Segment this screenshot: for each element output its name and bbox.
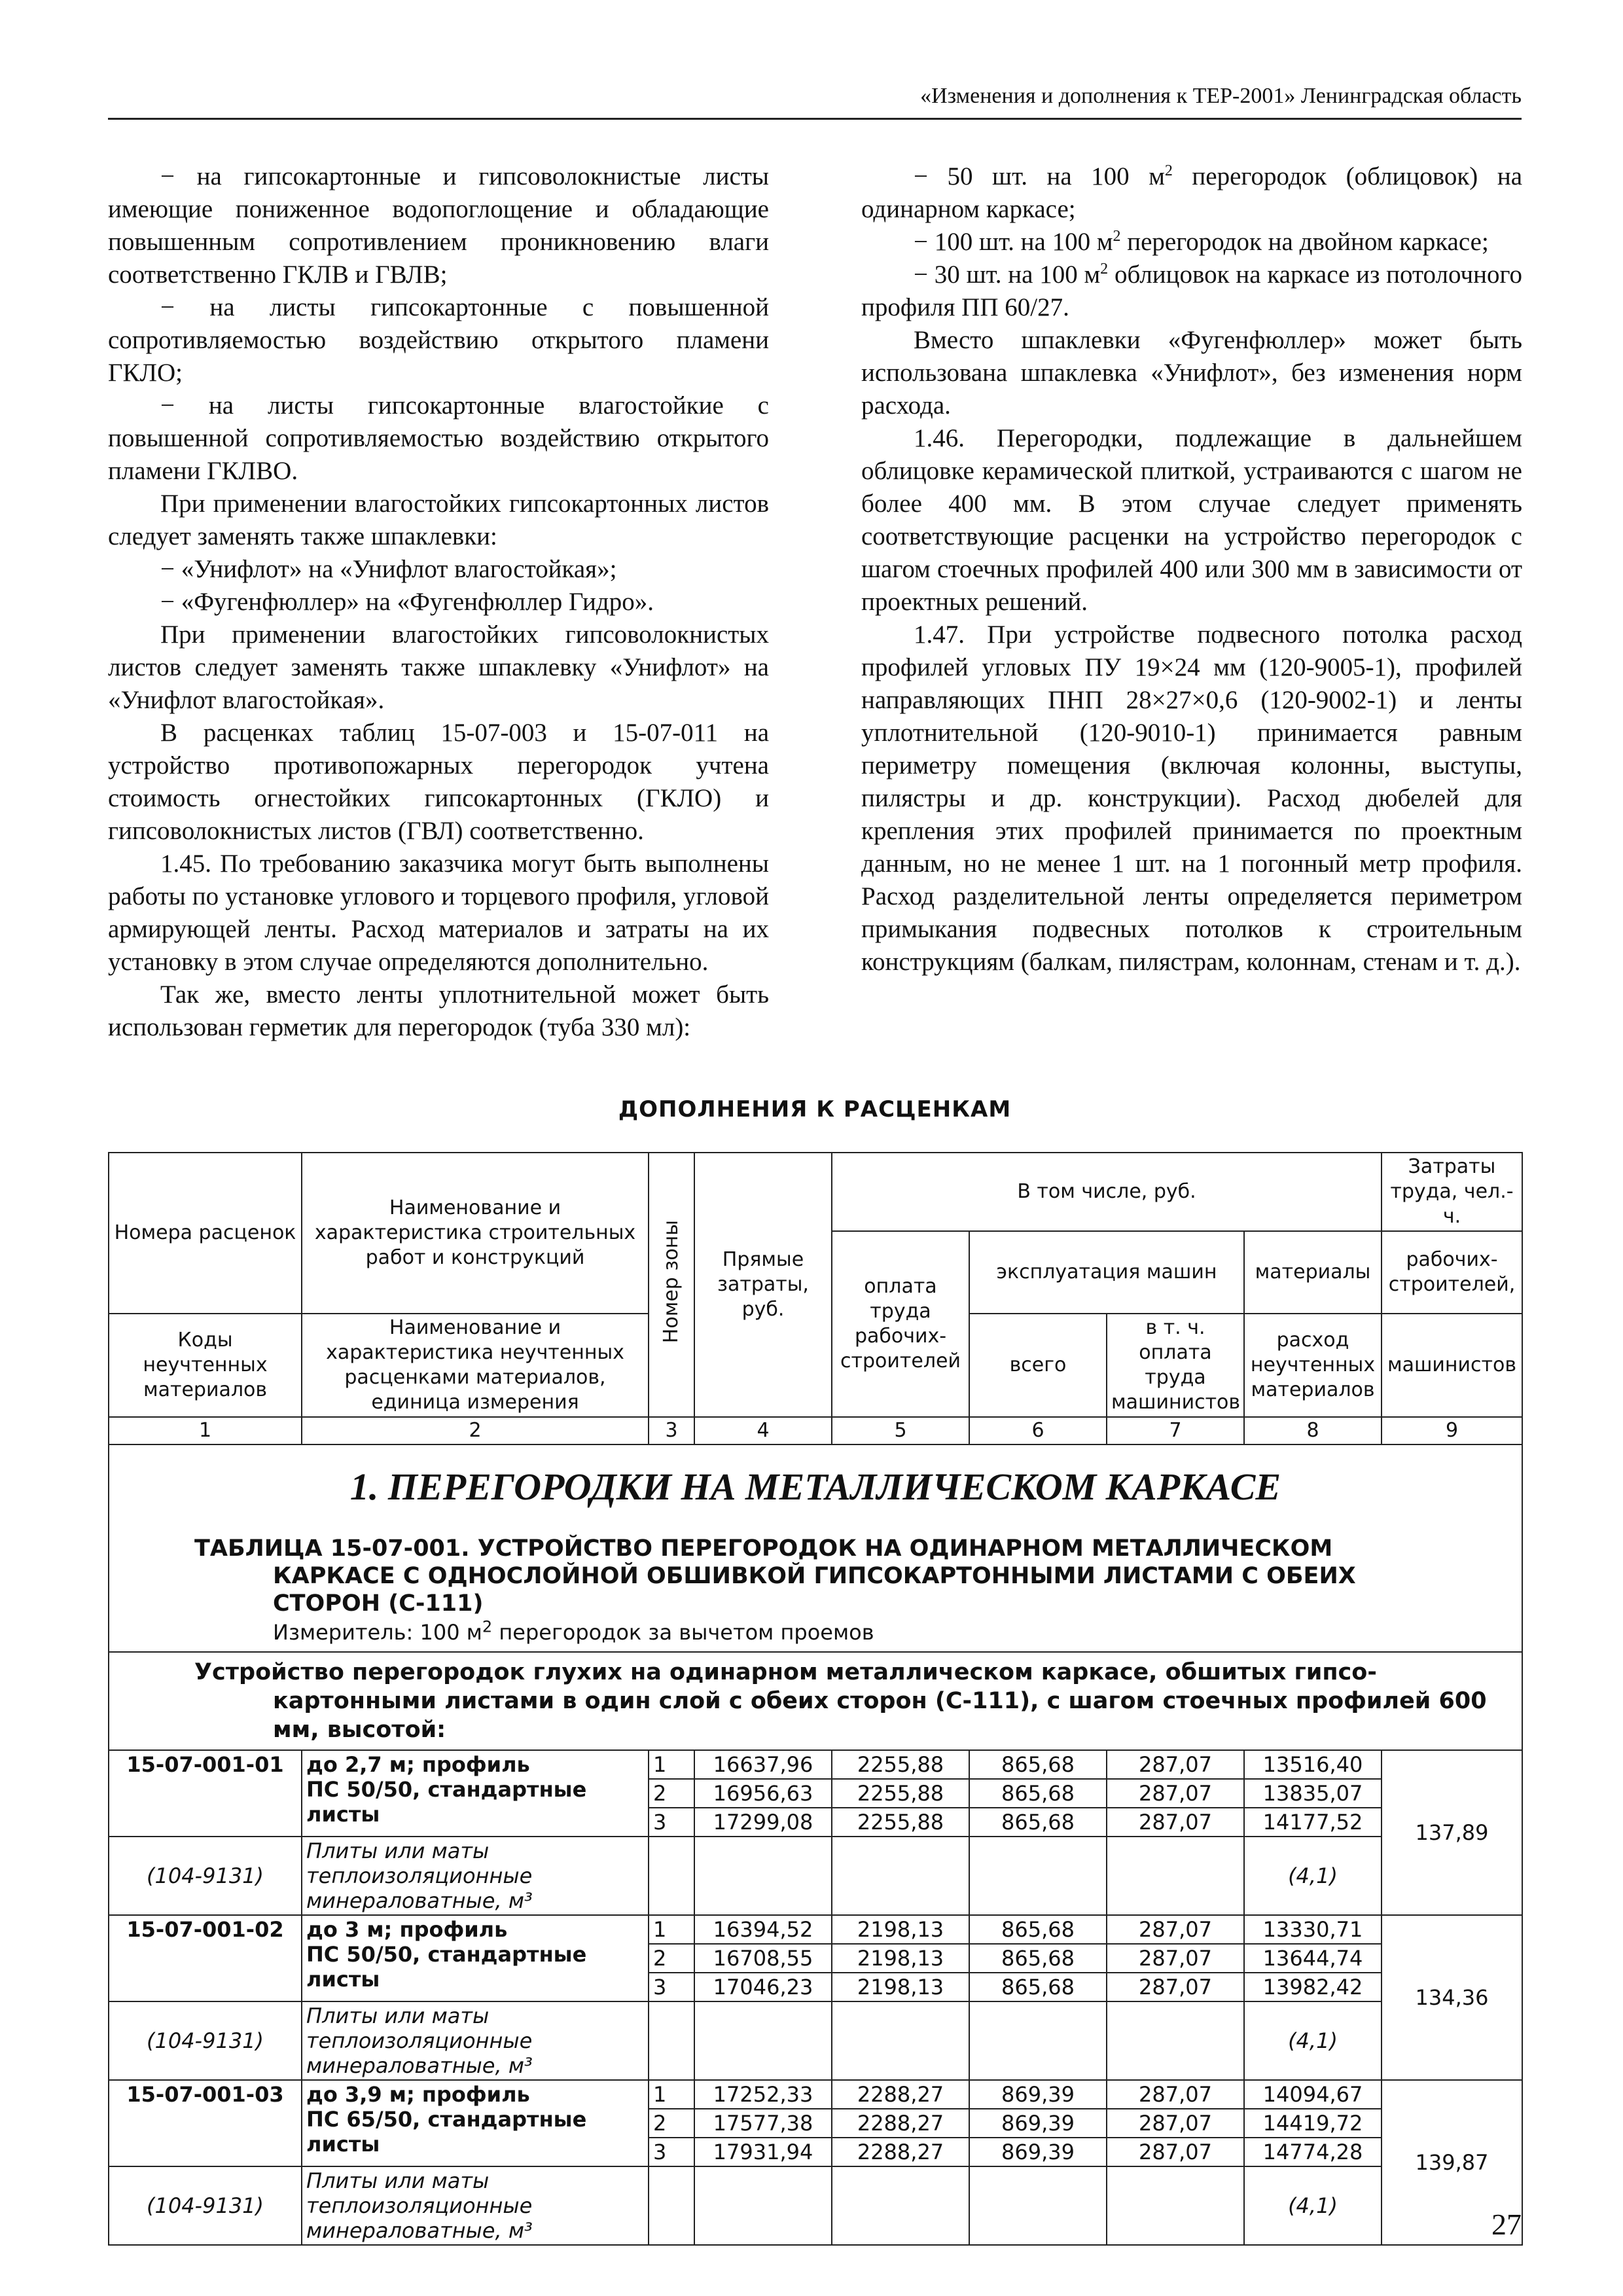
direct-costs: 17931,94 [694, 2138, 832, 2166]
rate-code: 15-07-001-02 [109, 1915, 302, 2001]
wage: 2288,27 [832, 2080, 969, 2109]
rate-name-line: ПС 50/50, стандартные листы [306, 1942, 587, 1992]
rate-name-line: до 3 м; профиль [306, 1917, 508, 1942]
materials: 14177,52 [1244, 1808, 1382, 1837]
col-header-material-codes: Коды неучтенных материалов [109, 1314, 302, 1417]
wage: 2255,88 [832, 1750, 969, 1779]
col-header-work-name: Наименование и характеристика строительных работ и конструкций [302, 1153, 649, 1314]
machine-operators-wage: 287,07 [1107, 1944, 1244, 1973]
rates-table [108, 1152, 1522, 2246]
wage: 2198,13 [832, 1915, 969, 1944]
direct-costs: 16708,55 [694, 1944, 832, 1973]
subheading-line: Устройство перегородок глухих на одинарном металлическом каркасе, обшитых гипсо- [194, 1659, 1377, 1685]
paragraph: 1.46. Перегородки, подлежащие в дальнейшем облицовке керамической плиткой, устраиваются с шагом не более 400 мм. В этом случае следует применять соответствующие расценки на устройство перегородок с шагом стоечных профилей 400 или 300 мм в зависимости от проектных решений. [861, 424, 1522, 616]
col-header-direct-costs: Прямые затраты, руб. [694, 1153, 832, 1417]
materials: 13644,74 [1244, 1944, 1382, 1973]
table-title [194, 1535, 1469, 1617]
rate-code: 15-07-001-01 [109, 1750, 302, 1837]
column-number: 4 [694, 1417, 832, 1444]
empty-cell [969, 2166, 1107, 2245]
wage: 2198,13 [832, 1944, 969, 1973]
text-run: − 50 шт. на 100 м [914, 162, 1165, 190]
table-row [109, 1915, 1522, 1944]
material-row [109, 1837, 1522, 1915]
superscript: 2 [1113, 228, 1121, 245]
text-run: − 30 шт. на 100 м [914, 260, 1101, 289]
paragraph: − на гипсокартонные и гипсоволокнистые листы имеющие пониженное водопоглощение и обладающие повышенным сопротивлением проникновению влаги соответственно ГКЛВ и ГВЛВ; [108, 162, 769, 289]
labor-costs: 134,36 [1382, 1915, 1522, 2080]
materials: 14419,72 [1244, 2109, 1382, 2138]
wage: 2288,27 [832, 2109, 969, 2138]
superscript: 2 [482, 1617, 493, 1636]
col-header-including: В том числе, руб. [832, 1153, 1382, 1231]
zone-number: 1 [649, 2080, 694, 2109]
material-name: Плиты или маты теплоизоляционные минераловатные, м³ [302, 2166, 649, 2245]
rate-name-line: ПС 50/50, стандартные листы [306, 1777, 587, 1827]
col-header-zone [649, 1153, 694, 1417]
labor-costs: 139,87 [1382, 2080, 1522, 2245]
machines-total: 865,68 [969, 1944, 1107, 1973]
labor-costs: 137,89 [1382, 1750, 1522, 1915]
paragraph: 1.45. По требованию заказчика могут быть выполнены работы по установке углового и торцевого профиля, угловой армирующей ленты. Расход материалов и затраты на их установку в этом случае определяются дополнительно. [108, 850, 769, 976]
col-header-machines-total: всего [969, 1314, 1107, 1417]
table-row [109, 2080, 1522, 2109]
empty-cell [832, 2001, 969, 2080]
rate-name [302, 2080, 649, 2166]
paragraph: При применении влагостойких гипсокартонных листов следует заменять также шпаклевки: [108, 490, 769, 550]
machine-operators-wage: 287,07 [1107, 2138, 1244, 2166]
empty-cell [649, 2166, 694, 2245]
col-header-labor-workers: рабочих-строителей, [1382, 1231, 1522, 1314]
material-row [109, 2001, 1522, 2080]
direct-costs: 16394,52 [694, 1915, 832, 1944]
material-quantity: (4,1) [1244, 2001, 1382, 2080]
paragraph: − на листы гипсокартонные с повышенной сопротивляемостью воздействию открытого пламени ГКЛО; [108, 293, 769, 387]
superscript: 2 [1164, 162, 1173, 179]
col-header-machine-operators-wage: в т. ч. оплата труда машинистов [1107, 1314, 1244, 1417]
running-header: «Изменения и дополнения к ТЕР-2001» Ленинградская область [920, 84, 1522, 108]
col-header-labor-operators: машинистов [1382, 1314, 1522, 1417]
materials: 13835,07 [1244, 1779, 1382, 1808]
zone-number: 3 [649, 1973, 694, 2001]
empty-cell [694, 2166, 832, 2245]
material-row [109, 2166, 1522, 2245]
paragraph [861, 259, 1522, 324]
material-code: (104-9131) [109, 2001, 302, 2080]
table-title-line: ТАБЛИЦА 15-07-001. УСТРОЙСТВО ПЕРЕГОРОДОК НА ОДИНАРНОМ МЕТАЛЛИЧЕСКОМ [194, 1535, 1333, 1562]
paragraph: − «Фугенфюллер» на «Фугенфюллер Гидро». [160, 588, 654, 616]
rate-name-line: ПС 65/50, стандартные листы [306, 2107, 587, 2157]
page-number: 27 [1491, 2208, 1522, 2241]
text-run: перегородок за вычетом проемов [492, 1620, 874, 1645]
material-code: (104-9131) [109, 2166, 302, 2245]
direct-costs: 17577,38 [694, 2109, 832, 2138]
zone-label: Номер зоны [660, 1219, 683, 1344]
column-number: 1 [109, 1417, 302, 1444]
subheading-row [109, 1652, 1522, 1750]
zone-number: 1 [649, 1915, 694, 1944]
machines-total: 869,39 [969, 2138, 1107, 2166]
empty-cell [649, 2001, 694, 2080]
col-header-material-names: Наименование и характеристика неучтенных расценками материалов, единица измерения [302, 1314, 649, 1417]
header-row [109, 1153, 1522, 1231]
column-number: 2 [302, 1417, 649, 1444]
empty-cell [969, 1837, 1107, 1915]
wage: 2255,88 [832, 1779, 969, 1808]
text-run: перегородок (облицовок) на одинарном каркасе; [861, 162, 1523, 223]
col-header-material-consumption: расход неучтенных материалов [1244, 1314, 1382, 1417]
wage: 2255,88 [832, 1808, 969, 1837]
empty-cell [832, 2166, 969, 2245]
direct-costs: 17046,23 [694, 1973, 832, 2001]
direct-costs: 17299,08 [694, 1808, 832, 1837]
right-text-column [861, 160, 1522, 978]
rate-code: 15-07-001-03 [109, 2080, 302, 2166]
chapter-cell [109, 1444, 1522, 1652]
paragraph [861, 160, 1522, 226]
machine-operators-wage: 287,07 [1107, 1973, 1244, 2001]
paragraph: − на листы гипсокартонные влагостойкие с повышенной сопротивляемостью воздействию открытого пламени ГКЛВО. [108, 391, 769, 485]
materials: 14094,67 [1244, 2080, 1382, 2109]
materials: 13982,42 [1244, 1973, 1382, 2001]
machines-total: 865,68 [969, 1779, 1107, 1808]
material-quantity: (4,1) [1244, 2166, 1382, 2245]
column-number: 3 [649, 1417, 694, 1444]
machine-operators-wage: 287,07 [1107, 2109, 1244, 2138]
machines-total: 865,68 [969, 1973, 1107, 2001]
chapter-row [109, 1444, 1522, 1652]
materials: 14774,28 [1244, 2138, 1382, 2166]
paragraph: 1.47. При устройстве подвесного потолка расход профилей угловых ПУ 19×24 мм (120-9005-1), профилей направляющих ПНП 28×27×0,6 (120-9002-1) и ленты уплотнительной (120-9010-1) принимается равным периметру помещения (включая колонны, выступы, пилястры и др. конструкции). Расход дюбелей для крепления этих профилей принимается по проектным данным, но не менее 1 шт. на 1 погонный метр профиля. Расход разделительной ленты определяется периметром примыкания подвесных потолков к строительным конструкциям (балкам, пилястрам, колоннам, стенам и т. д.). [861, 620, 1522, 976]
measure-unit [273, 1617, 1522, 1645]
text-run: облицовок на каркасе из потолочного профиля ПП 60/27. [861, 260, 1522, 321]
text-run: Измеритель: 100 м [273, 1620, 482, 1645]
col-header-wage: оплата труда рабочих-строителей [832, 1231, 969, 1417]
direct-costs: 17252,33 [694, 2080, 832, 2109]
rate-name [302, 1750, 649, 1837]
zone-number: 2 [649, 2109, 694, 2138]
empty-cell [649, 1837, 694, 1915]
machines-total: 865,68 [969, 1750, 1107, 1779]
subheading-cell [109, 1652, 1522, 1750]
machine-operators-wage: 287,07 [1107, 2080, 1244, 2109]
col-header-materials: материалы [1244, 1231, 1382, 1314]
material-quantity: (4,1) [1244, 1837, 1382, 1915]
materials: 13330,71 [1244, 1915, 1382, 1944]
column-number: 6 [969, 1417, 1107, 1444]
rate-name [302, 1915, 649, 2001]
column-number-row [109, 1417, 1522, 1444]
column-number: 8 [1244, 1417, 1382, 1444]
wage: 2198,13 [832, 1973, 969, 2001]
superscript: 2 [1100, 260, 1109, 278]
zone-number: 2 [649, 1779, 694, 1808]
wage: 2288,27 [832, 2138, 969, 2166]
direct-costs: 16637,96 [694, 1750, 832, 1779]
empty-cell [832, 1837, 969, 1915]
paragraph: При применении влагостойких гипсоволокнистых листов следует заменять также шпаклевку «Унифлот» на «Унифлот влагостойкая». [108, 620, 769, 714]
column-number: 5 [832, 1417, 969, 1444]
col-header-labor: Затраты труда, чел.-ч. [1382, 1153, 1522, 1231]
left-text-column [108, 160, 769, 1044]
zone-number: 3 [649, 2138, 694, 2166]
empty-cell [1107, 1837, 1244, 1915]
column-number: 7 [1107, 1417, 1244, 1444]
subheading-line: картонными листами в один слой с обеих сторон (С-111), с шагом стоечных профилей 600 мм, высотой: [273, 1688, 1487, 1743]
zone-number: 2 [649, 1944, 694, 1973]
rate-name-line: до 3,9 м; профиль [306, 2082, 530, 2107]
empty-cell [1107, 2001, 1244, 2080]
header-rule [108, 118, 1522, 120]
column-number: 9 [1382, 1417, 1522, 1444]
section-title: ДОПОЛНЕНИЯ К РАСЦЕНКАМ [618, 1096, 1012, 1122]
zone-number: 1 [649, 1750, 694, 1779]
material-code: (104-9131) [109, 1837, 302, 1915]
paragraph: − «Унифлот» на «Унифлот влагостойкая»; [160, 555, 617, 583]
empty-cell [969, 2001, 1107, 2080]
paragraph: Вместо шпаклевки «Фугенфюллер» может быть использована шпаклевка «Унифлот», без изменения норм расхода. [861, 326, 1522, 420]
machine-operators-wage: 287,07 [1107, 1750, 1244, 1779]
empty-cell [694, 1837, 832, 1915]
machines-total: 865,68 [969, 1915, 1107, 1944]
rate-name-line: до 2,7 м; профиль [306, 1752, 530, 1777]
empty-cell [1107, 2166, 1244, 2245]
text-run: перегородок на двойном каркасе; [1120, 228, 1489, 256]
col-header-machines: эксплуатация машин [969, 1231, 1244, 1314]
machines-total: 865,68 [969, 1808, 1107, 1837]
machine-operators-wage: 287,07 [1107, 1779, 1244, 1808]
machines-total: 869,39 [969, 2109, 1107, 2138]
direct-costs: 16956,63 [694, 1779, 832, 1808]
chapter-title: 1. ПЕРЕГОРОДКИ НА МЕТАЛЛИЧЕСКОМ КАРКАСЕ [349, 1465, 1281, 1508]
material-name: Плиты или маты теплоизоляционные минераловатные, м³ [302, 2001, 649, 2080]
paragraph: В расценках таблиц 15-07-003 и 15-07-011 на устройство противопожарных перегородок учтена стоимость огнестойких гипсокартонных (ГКЛО) и гипсоволокнистых листов (ГВЛ) соответственно. [108, 719, 769, 845]
col-header-rate-numbers: Номера расценок [109, 1153, 302, 1314]
paragraph: Так же, вместо ленты уплотнительной может быть использован герметик для перегородок (туба 330 мл): [108, 980, 769, 1041]
paragraph [861, 226, 1522, 259]
zone-number: 3 [649, 1808, 694, 1837]
table-row [109, 1750, 1522, 1779]
machine-operators-wage: 287,07 [1107, 1808, 1244, 1837]
table-title-line: КАРКАСЕ С ОДНОСЛОЙНОЙ ОБШИВКОЙ ГИПСОКАРТОННЫМИ ЛИСТАМИ С ОБЕИХ СТОРОН (С-111) [273, 1563, 1356, 1617]
machine-operators-wage: 287,07 [1107, 1915, 1244, 1944]
machines-total: 869,39 [969, 2080, 1107, 2109]
empty-cell [694, 2001, 832, 2080]
text-run: − 100 шт. на 100 м [914, 228, 1113, 256]
materials: 13516,40 [1244, 1750, 1382, 1779]
material-name: Плиты или маты теплоизоляционные минераловатные, м³ [302, 1837, 649, 1915]
